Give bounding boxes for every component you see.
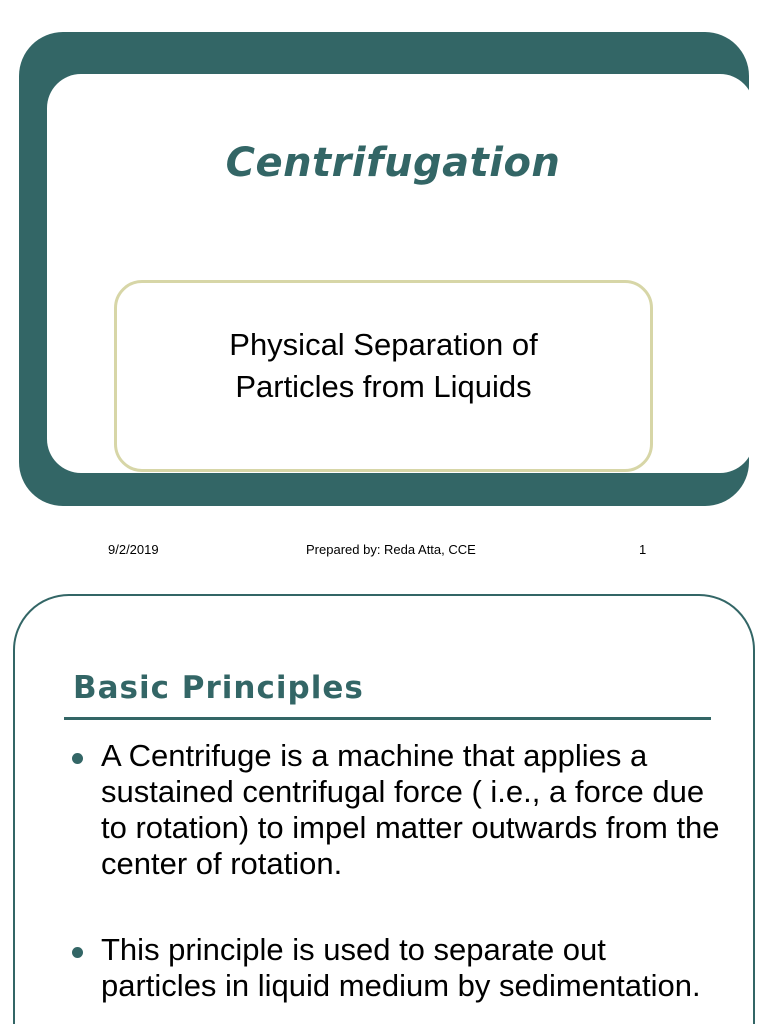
footer-date: 9/2/2019 [108,542,159,557]
section-heading: Basic Principles [73,670,364,706]
footer-author: Prepared by: Reda Atta, CCE [306,542,476,557]
bullet-text: A Centrifuge is a machine that applies a sustained centrifugal force ( i.e., a force due to rotation) to impel matter outwards from the center of rotation. [101,738,720,881]
slide-title: Centrifugation [225,140,561,186]
bullet-dot-icon [72,947,83,958]
footer-page-number: 1 [639,542,647,557]
bullet-text: This principle is used to separate out particles in liquid medium by sedimentation. [101,932,701,1003]
subtitle-line-1: Physical Separation of [229,327,538,362]
heading-divider [64,717,711,720]
bullet-dot-icon [72,753,83,764]
subtitle-line-2: Particles from Liquids [235,369,532,404]
subtitle-box [114,280,653,472]
